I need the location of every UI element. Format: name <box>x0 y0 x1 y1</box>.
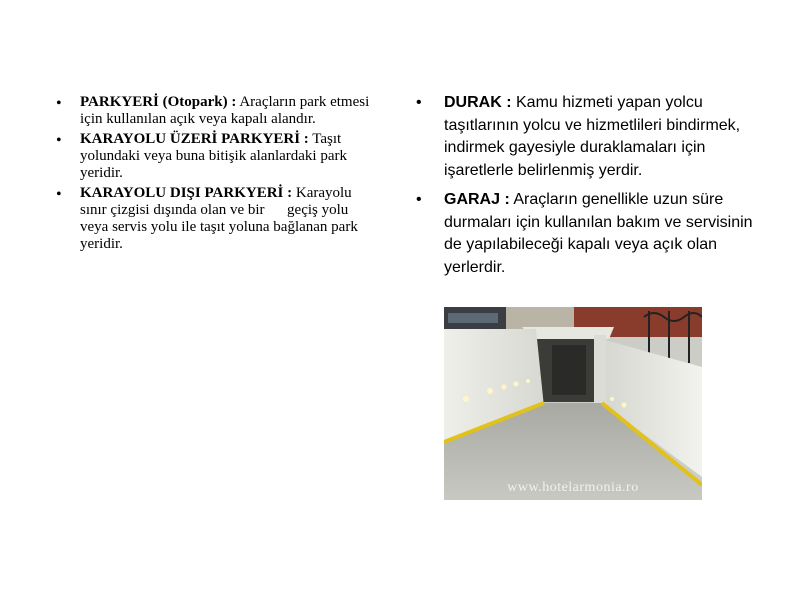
garage-ramp-illustration <box>444 307 702 500</box>
definition-text: Araçların genellikle uzun süre durmaları için kullanılan bakım ve servisinin de yapılabileceği kapalı veya açık olan yerlerdir. <box>444 191 753 276</box>
definition-text: Taşıt yolundaki veya buna bitişik alanlardaki park yeridir. <box>80 131 348 181</box>
right-bullet-list <box>416 92 766 279</box>
term-label: KARAYOLU DIŞI PARKYERİ : <box>80 185 293 201</box>
left-column <box>56 94 374 256</box>
term-label: KARAYOLU ÜZERİ PARKYERİ : <box>80 131 309 147</box>
bullet-icon: • <box>56 95 62 112</box>
list-item <box>56 94 374 128</box>
garage-photo <box>444 307 702 500</box>
definition-text: Karayolu sınır çizgisi dışında olan ve bir geçiş yolu veya servis yolu ile taşıt yoluna bağlanan park yeridir. <box>80 185 362 252</box>
term-label: GARAJ : <box>444 191 510 208</box>
list-item <box>416 92 766 182</box>
bullet-icon: • <box>56 132 62 149</box>
definition-text: Kamu hizmeti yapan yolcu taşıtlarının yolcu ve hizmetlileri bindirmek, indirmek gayesiyle duraklamaları için işaretlerle belirlenmiş yerdir. <box>444 94 741 179</box>
definition-text: Araçların park etmesi için kullanılan açık veya kapalı alandır. <box>80 94 370 127</box>
list-item <box>416 189 766 279</box>
bullet-icon: • <box>56 186 62 203</box>
list-item <box>56 185 374 253</box>
bullet-icon: • <box>416 191 422 208</box>
term-label: DURAK : <box>444 94 512 111</box>
right-column <box>416 92 766 286</box>
bullet-icon: • <box>416 94 422 111</box>
list-item <box>56 131 374 182</box>
photo-watermark: www.hotelarmonia.ro <box>507 480 639 495</box>
left-bullet-list <box>56 94 374 253</box>
term-label: PARKYERİ (Otopark) : <box>80 94 237 110</box>
